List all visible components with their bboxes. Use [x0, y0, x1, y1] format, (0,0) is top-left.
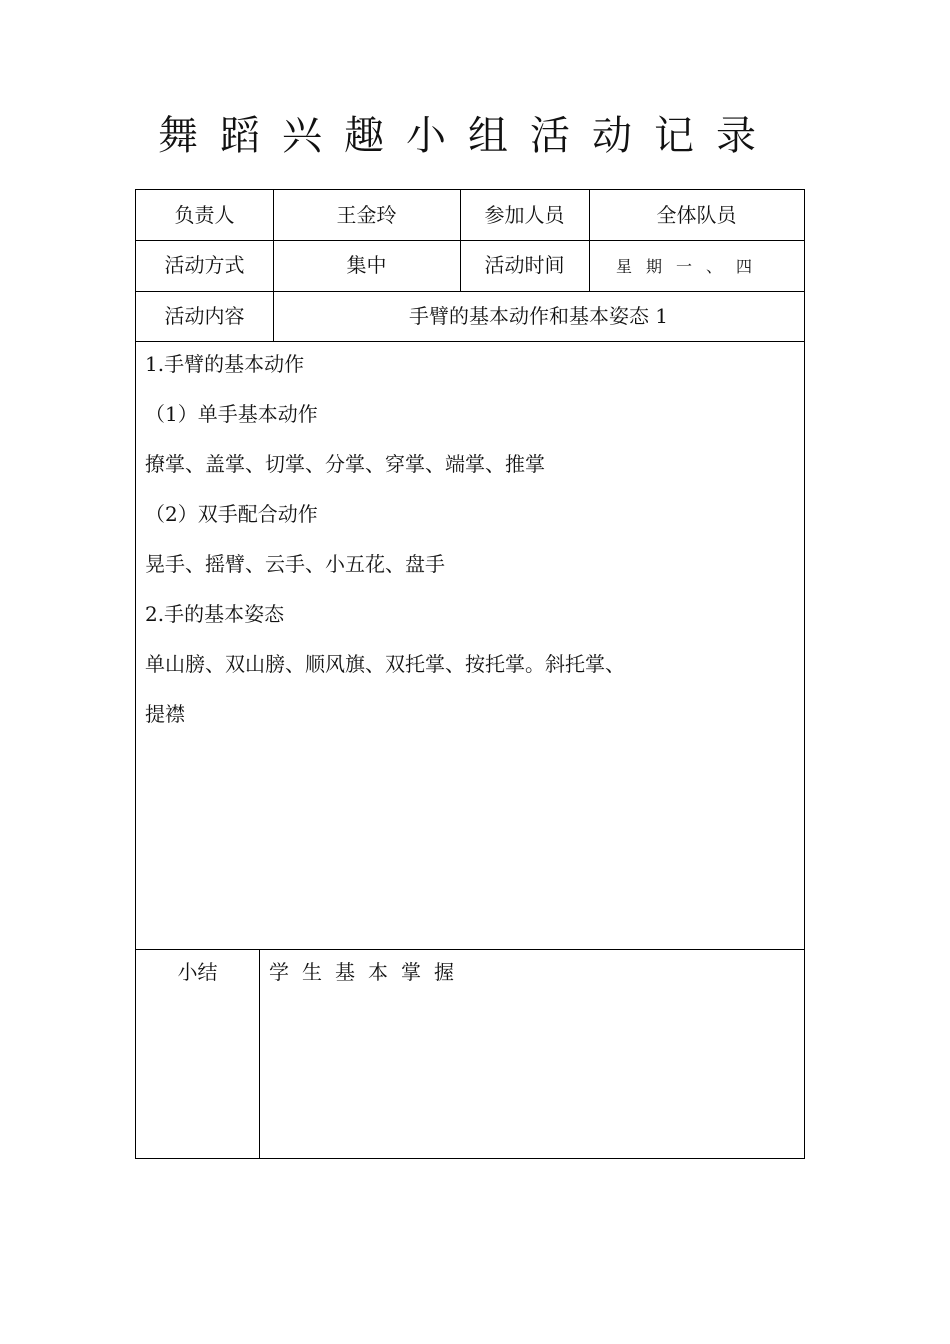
- leader-value: 王金玲: [336, 203, 397, 227]
- mode-value: 集中: [346, 253, 387, 277]
- content-line: 提襟: [145, 702, 185, 726]
- summary-text: 学生基本掌握: [269, 960, 467, 984]
- column-divider: [259, 949, 260, 1159]
- participants-value: 全体队员: [656, 203, 737, 227]
- page-title: 舞蹈兴趣小组活动记录: [158, 113, 778, 159]
- activity-topic: 手臂的基本动作和基本姿态 1: [408, 304, 669, 328]
- content-line: （1）单手基本动作: [145, 402, 318, 426]
- content-line: 1.手臂的基本动作: [145, 352, 305, 376]
- participants-label: 参加人员: [484, 203, 565, 227]
- summary-label: 小结: [177, 960, 218, 984]
- content-line: （2）双手配合动作: [145, 502, 318, 526]
- content-label: 活动内容: [164, 304, 245, 328]
- content-line: 撩掌、盖掌、切掌、分掌、穿掌、端掌、推掌: [145, 452, 545, 476]
- leader-label: 负责人: [174, 203, 235, 227]
- time-label: 活动时间: [484, 253, 565, 277]
- activity-record-table: [135, 189, 805, 1159]
- activity-content: [145, 342, 795, 742]
- content-line: 单山膀、双山膀、顺风旗、双托掌、按托掌。斜托掌、: [145, 652, 625, 676]
- time-value: 星期一、四: [616, 257, 767, 276]
- content-line: 2.手的基本姿态: [145, 602, 285, 626]
- mode-label: 活动方式: [164, 253, 245, 277]
- content-line: 晃手、摇臂、云手、小五花、盘手: [145, 552, 445, 576]
